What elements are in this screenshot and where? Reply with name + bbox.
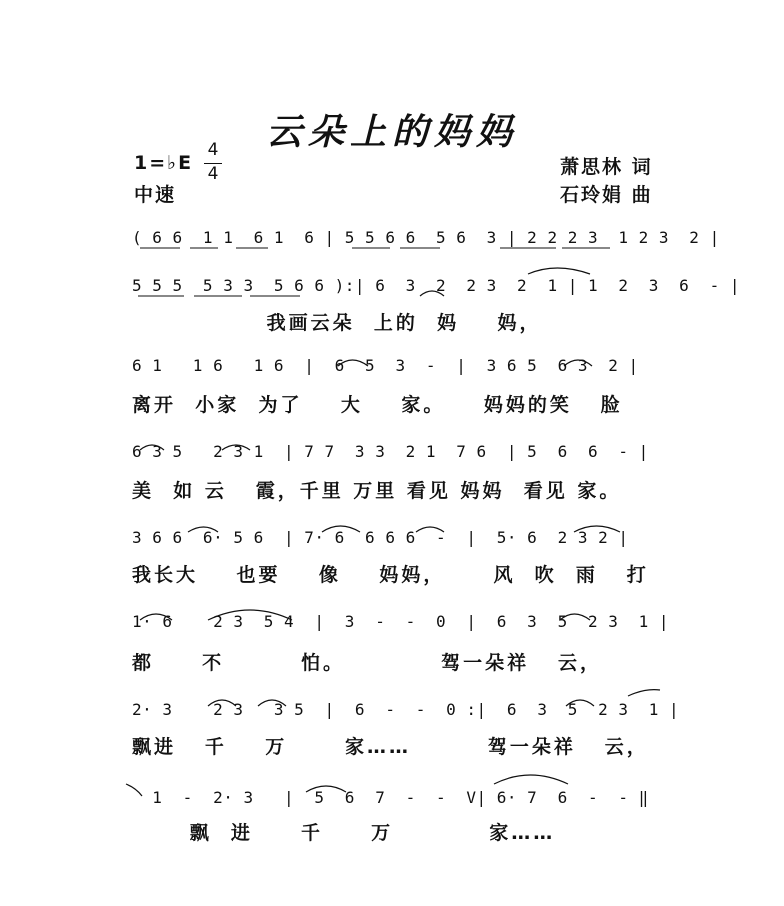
slur bbox=[416, 527, 444, 532]
system-2-notes: 5 5 5 5 3 3 5 6 6 ):| 6 3 2 2 3 2 1 | 1 2 3 6 - | bbox=[132, 276, 740, 295]
system-1-notes: ( 6 6 1 1 6 1 6 | 5 5 6 6 5 6 3 | 2 2 2 3 1 2 3 2 | bbox=[132, 228, 720, 247]
system-6-notes: 1· 6 2 3 5 4 | 3 - - 0 | 6 3 5 2 3 1 | bbox=[132, 612, 670, 631]
system-6-lyrics: 都 不 怕。 驾一朵祥 云， bbox=[132, 652, 602, 674]
slur bbox=[126, 784, 142, 796]
system-4-lyrics: 美 如 云 霞，千里 万里 看见 妈妈 看见 家。 bbox=[132, 480, 622, 502]
slur bbox=[208, 700, 236, 706]
slur bbox=[528, 268, 590, 274]
composer-credit: 石玲娟 曲 bbox=[560, 184, 653, 206]
slur bbox=[564, 360, 592, 366]
time-signature-bottom: 4 bbox=[207, 164, 219, 184]
song-title: 云朵上的妈妈 bbox=[265, 111, 518, 153]
system-5-notes: 3 6 6 6· 5 6 | 7· 6 6 6 6 - | 5· 6 2 3 2 | bbox=[132, 528, 629, 547]
slur bbox=[566, 700, 594, 706]
slur bbox=[258, 700, 286, 706]
slur bbox=[140, 445, 164, 450]
slur bbox=[188, 527, 218, 532]
system-5-lyrics: 我长大 也要 像 妈妈， 风 吹 雨 打 bbox=[132, 564, 649, 586]
system-8-lyrics: 飘 进 千 万 家…… bbox=[132, 822, 556, 844]
lyricist-credit: 萧思林 词 bbox=[560, 156, 653, 178]
system-7-notes: 2· 3 2 3 3 5 | 6 - - 0 :| 6 3 5 2 3 1 | bbox=[132, 700, 680, 719]
slur bbox=[306, 786, 346, 792]
slur bbox=[140, 614, 172, 620]
system-7-lyrics: 飘进 千 万 家…… 驾一朵祥 云， bbox=[132, 736, 649, 758]
slur bbox=[420, 291, 444, 296]
system-8-notes: 1 - 2· 3 | 5 6 7 - - V| 6· 7 6 - - ‖ bbox=[132, 788, 649, 807]
tempo-marking: 中速 bbox=[134, 184, 177, 206]
slur bbox=[222, 445, 250, 450]
system-3-notes: 6 1 1 6 1 6 | 6 5 3 - | 3 6 5 6 3 2 | bbox=[132, 356, 639, 375]
slur bbox=[322, 526, 360, 532]
slur bbox=[494, 775, 568, 784]
slur bbox=[628, 690, 660, 696]
slur bbox=[560, 614, 590, 620]
system-2-lyrics: 我画云朵 上的 妈 妈， bbox=[132, 312, 542, 334]
system-4-notes: 6 3 5 2 3 1 | 7 7 3 3 2 1 7 6 | 5 6 6 - | bbox=[132, 442, 649, 461]
system-3-lyrics: 离开 小家 为了 大 家。 妈妈的笑 脸 bbox=[132, 394, 623, 416]
slur bbox=[574, 526, 620, 532]
slur bbox=[338, 360, 368, 366]
key-signature: 1=♭E bbox=[134, 152, 194, 174]
slur bbox=[208, 610, 292, 620]
time-signature-top: 4 bbox=[207, 140, 219, 160]
